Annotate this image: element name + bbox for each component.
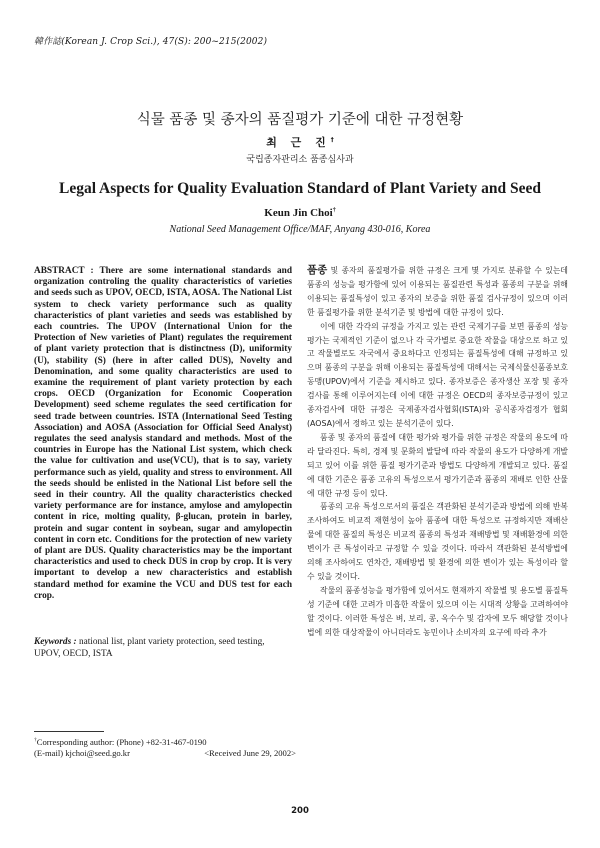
footnote-received: <Received June 29, 2002>: [204, 747, 296, 758]
keywords-text: national list, plant variety protection, seed testing, UPOV, OECD, ISTA: [34, 637, 265, 659]
english-affiliation: National Seed Management Office/MAF, Anyang 430-016, Korea: [169, 224, 431, 235]
abstract-label: ABSTRACT :: [34, 266, 94, 276]
page-number: 200: [291, 806, 309, 816]
keywords-label: Keywords :: [34, 637, 77, 647]
body-paragraph-5: 작물의 품종성능을 평가함에 있어서도 현재까지 작물별 및 용도별 품질특성 기준에 대한 고려가 미흡한 작물이 있으며 이는 시대적 상황을 고려하여야 할 것이다. 이러한 특성은 벼, 보리, 콩, 옥수수 및 감자에 모두 해당할 것이나 법에 의한 대상작물이 아니더라도 농민이나 소비자의 요구에 따라 추가: [307, 585, 568, 637]
body-dropword: 품종: [307, 264, 328, 276]
abstract-text: There are some international standards and organization controling the quality characteristics of varieties and seeds such as UPOV, OECD, ISTA, AOSA. The National List system to check variety performance such as quality characteristics of plant varieties and seeds was established by each countries. The UPOV (International Union for the Protection of New varieties of Plant) regulates the requirement of plant variety protection that is distinctness (D), uniformity (U), stability (S) (here in after called DUS), Novelty and Denomination, and some quality characteristics are used to examine the requirement of plant variety protection by each crops. OECD (Organization for Economic Cooperation Development) seed scheme regulates the seed certification for seed trade between countries. ISTA (International Seed Testing Association) and AOSA (Association for Official Seed Analyst) regulates the seed analysis standard and methods. Most of the countries in Europe has the National List system, which check the value for cultivation and use(VCU), that is to say, variety performance such as yield, quality and stress to environment. All the seeds should be enlisted in the National List before sell the seed in their country. All the quality characteristics checked variety performance are for instance, amylose and amylopectin content in rice, molting quality, β-glucan, protein in barley, protein and sugar content in soybean, sugar and amylopectin content in corn etc. Conditions for the protection of new variety of plant are DUS. Quality characteristics may be the important characteristics and used to check DUS in crop by crop. It is very important to develop a new characteristics and establish standard method for examine the VCU and DUS test for each crop.: [34, 266, 292, 601]
korean-author-mark: †: [330, 136, 334, 144]
footnote-mark: †: [34, 737, 37, 743]
korean-author-name: 최 근 진: [266, 136, 331, 149]
abstract: [34, 266, 292, 602]
footnote-divider: [34, 731, 104, 732]
body-text: [307, 264, 568, 639]
english-author-mark: †: [332, 207, 336, 214]
english-author: [0, 207, 600, 219]
english-author-name: Keun Jin Choi: [264, 207, 333, 219]
body-paragraph-3: 품종 및 종자의 품질에 대한 평가와 평가를 위한 규정은 작물의 용도에 따라 달라진다. 특히, 경제 및 문화의 발달에 따라 작물의 용도가 다양하게 개발되고 있어 이를 위한 품질 평가기준과 방법도 다양하게 개발되고 있다. 품질에 대한 기준은 품종 고유의 특성으로서 평가기준과 품종의 재배로 인한 산물에 대한 규정 등이 있다.: [307, 432, 568, 498]
keywords: [34, 637, 292, 660]
body-paragraph-2: 이에 대한 각각의 규정을 가지고 있는 관련 국제기구를 보면 품종의 성능평가는 국제적인 기준이 없으나 각 국가별로 중요한 작물을 대상으로 하고 있고 작물별로도 자국에서 중요하다고 인정되는 품질특성에 대해 규정하고 있으며 품종의 구분을 위해 이용되는 품질특성에 대해서는 국제식물신품종보호동맹(UPOV)에서 기준을 제시하고 있다. 종자보증은 종자생산 포장 및 종자검사를 통해 이루어지는데 이에 대한 규정은 OECD의 종자보증규정이 있고 종자검사에 대한 규정은 국제종자검사협회(ISTA)와 공식종자검정가 협회(AOSA)에서 정하고 있는 분석기준이 있다.: [307, 321, 568, 428]
journal-citation: 韓作誌(Korean J. Crop Sci.), 47(S): 200~215(2002): [34, 37, 268, 47]
footnote-phone: Corresponding author: (Phone) +82-31-467-0190: [36, 736, 207, 747]
english-title: Legal Aspects for Quality Evaluation Standard of Plant Variety and Seed: [59, 180, 541, 197]
korean-title: 식물 품종 및 종자의 품질평가 기준에 대한 규정현황: [136, 112, 464, 128]
body-paragraph-1: [307, 264, 568, 320]
korean-affiliation: 국립종자관리소 품종심사과: [246, 155, 354, 165]
korean-author: [0, 134, 600, 150]
footnote: [34, 735, 296, 759]
footnote-email: (E-mail) kjchoi@seed.go.kr: [34, 747, 130, 758]
body-paragraph-4: 품종의 고유 특성으로서의 품질은 객관화된 분석기준과 방법에 의해 반복 조사하여도 비교적 재현성이 높아 품종에 대한 특성으로 규정하지만 재배산물에 대한 품질의 특성은 비교적 품종의 특성과 재배방법 및 재배환경에 의한 변이가 큰 특성이라고 규정할 수 있을 것이다. 따라서 객관화된 분석방법에 의해 조사하여도 연차간, 재배방법 및 환경에 의한 변이가 있는 특성이라 할 수 있을 것이다.: [307, 502, 568, 581]
body-paragraph-1-rest: 및 종자의 품질평가를 위한 규정은 크게 몇 가지로 분류할 수 있는데 품종의 성능을 평가함에 있어 이용되는 품질관련 특성과 품종의 구분을 위해 이용되는 품질특성이 있고 종자의 보증을 위한 품질 검사규정이 있으며 이러한 품질평가를 위한 분석기준 및 방법에 대한 규정이 있다.: [307, 266, 568, 317]
